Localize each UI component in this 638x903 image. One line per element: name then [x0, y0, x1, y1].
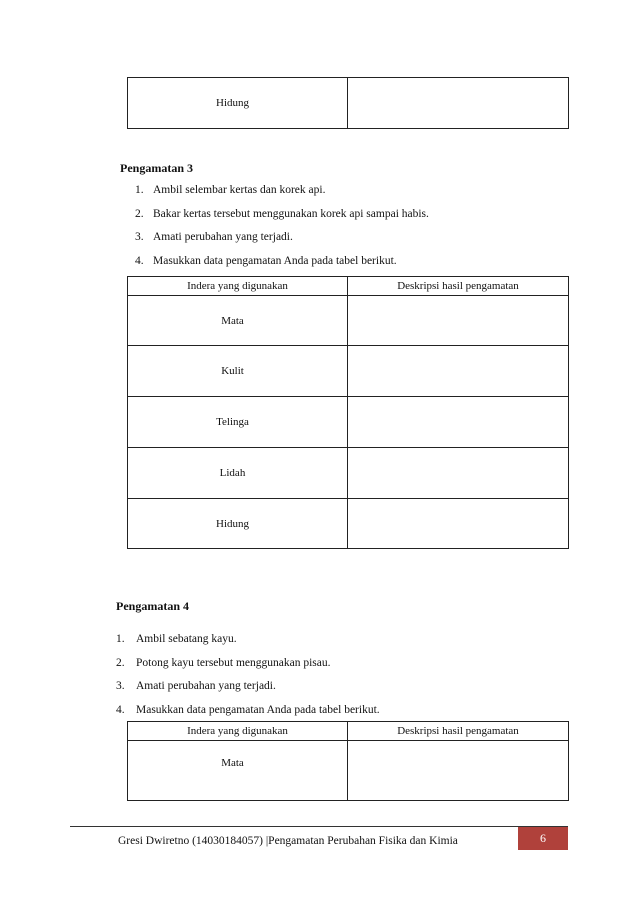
table-row [128, 346, 569, 397]
table-row [128, 448, 569, 499]
description-cell[interactable] [348, 741, 569, 801]
step-number: 1. [135, 184, 144, 196]
step-text: Bakar kertas tersebut menggunakan korek api sampai habis. [153, 207, 429, 220]
step-number: 1. [116, 633, 125, 645]
step-text: Ambil selembar kertas dan korek api. [153, 184, 326, 196]
section-heading-pengamatan-3: Pengamatan 3 [120, 161, 193, 175]
step-text: Amati perubahan yang terjadi. [153, 231, 293, 243]
list-item [116, 678, 576, 702]
step-text: Ambil sebatang kayu. [136, 633, 237, 645]
steps-list-pengamatan-4 [116, 631, 576, 725]
step-text: Potong kayu tersebut menggunakan pisau. [136, 656, 331, 669]
step-number: 2. [135, 207, 144, 220]
page-number-badge: 6 [518, 827, 568, 850]
indera-cell: Kulit [128, 346, 348, 397]
section-heading-pengamatan-4: Pengamatan 4 [116, 599, 189, 613]
list-item [116, 655, 576, 679]
step-number: 3. [116, 680, 125, 692]
column-header: Deskripsi hasil pengamatan [348, 722, 569, 741]
column-header: Indera yang digunakan [128, 277, 348, 296]
indera-cell: Hidung [128, 78, 348, 129]
table-header-row [128, 277, 569, 296]
observation-table-pengamatan-3 [127, 276, 569, 549]
column-header: Indera yang digunakan [128, 722, 348, 741]
description-cell[interactable] [348, 499, 569, 549]
description-cell[interactable] [348, 448, 569, 499]
table-header-row [128, 722, 569, 741]
description-cell[interactable] [348, 78, 569, 129]
step-text: Amati perubahan yang terjadi. [136, 680, 276, 692]
footer-divider [70, 826, 568, 827]
description-cell[interactable] [348, 346, 569, 397]
list-item [135, 229, 575, 253]
step-number: 4. [116, 703, 125, 716]
indera-cell: Telinga [128, 397, 348, 448]
footer-text: Gresi Dwiretno (14030184057) |Pengamatan Perubahan Fisika dan Kimia [118, 835, 458, 847]
indera-cell: Mata [128, 296, 348, 346]
list-item [135, 253, 575, 277]
step-text: Masukkan data pengamatan Anda pada tabel berikut. [153, 254, 397, 267]
top-observation-table [127, 77, 569, 129]
description-cell[interactable] [348, 397, 569, 448]
indera-cell: Hidung [128, 499, 348, 549]
column-header: Deskripsi hasil pengamatan [348, 277, 569, 296]
table-row [128, 78, 569, 129]
description-cell[interactable] [348, 296, 569, 346]
table-row [128, 296, 569, 346]
step-number: 4. [135, 254, 144, 267]
step-number: 2. [116, 656, 125, 669]
table-row [128, 741, 569, 801]
step-text: Masukkan data pengamatan Anda pada tabel berikut. [136, 703, 380, 716]
list-item [135, 182, 575, 206]
step-number: 3. [135, 231, 144, 243]
indera-cell: Lidah [128, 448, 348, 499]
table-row [128, 499, 569, 549]
table-row [128, 397, 569, 448]
steps-list-pengamatan-3 [135, 182, 575, 276]
list-item [135, 206, 575, 230]
observation-table-pengamatan-4 [127, 721, 569, 801]
indera-cell: Mata [128, 741, 348, 801]
list-item [116, 631, 576, 655]
